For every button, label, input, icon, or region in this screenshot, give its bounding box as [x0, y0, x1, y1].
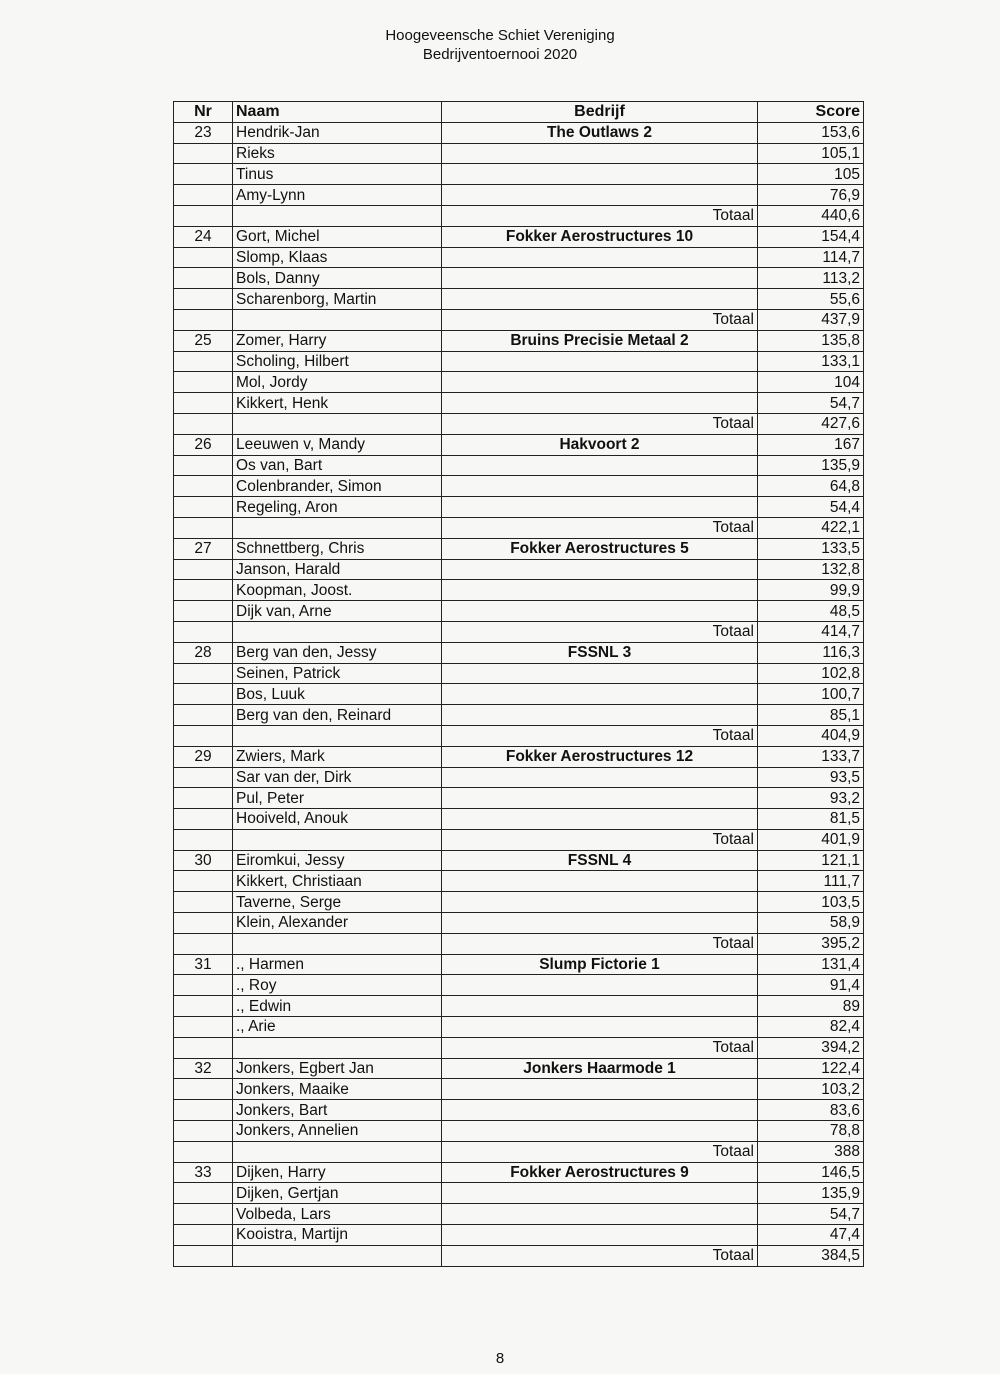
shooter-name: Hooiveld, Anouk — [233, 809, 442, 830]
shooter-score: 48,5 — [758, 601, 864, 622]
total-label: Totaal — [442, 205, 758, 226]
team-number — [174, 268, 233, 289]
team-number — [174, 393, 233, 414]
company-name — [442, 809, 758, 830]
shooter-score: 133,5 — [758, 538, 864, 559]
total-row — [174, 725, 864, 746]
shooter-score: 135,9 — [758, 455, 864, 476]
page-number: 8 — [495, 1350, 505, 1367]
table-row — [174, 393, 864, 414]
table-row — [174, 601, 864, 622]
shooter-name: Zwiers, Mark — [233, 746, 442, 767]
team-number — [174, 705, 233, 726]
shooter-name-empty — [233, 309, 442, 330]
shooter-name-empty — [233, 413, 442, 434]
shooter-score: 135,8 — [758, 330, 864, 351]
team-number-empty — [174, 621, 233, 642]
team-number-empty — [174, 933, 233, 954]
shooter-name: Taverne, Serge — [233, 892, 442, 913]
company-name — [442, 767, 758, 788]
team-number: 32 — [174, 1058, 233, 1079]
shooter-name: Slomp, Klaas — [233, 247, 442, 268]
shooter-name: ., Arie — [233, 1017, 442, 1038]
table-row — [174, 1183, 864, 1204]
team-number: 28 — [174, 642, 233, 663]
company-name — [442, 871, 758, 892]
table-row — [174, 663, 864, 684]
club-name: Hoogeveensche Schiet Vereniging — [385, 27, 615, 44]
shooter-score: 114,7 — [758, 247, 864, 268]
table-row — [174, 746, 864, 767]
shooter-name: Jonkers, Bart — [233, 1100, 442, 1121]
team-number — [174, 476, 233, 497]
table-row — [174, 705, 864, 726]
company-name — [442, 788, 758, 809]
column-header-bedrijf: Bedrijf — [442, 102, 758, 123]
shooter-name: Rieks — [233, 143, 442, 164]
shooter-score: 83,6 — [758, 1100, 864, 1121]
team-number — [174, 455, 233, 476]
team-number — [174, 1121, 233, 1142]
table-row — [174, 330, 864, 351]
shooter-name: Dijken, Gertjan — [233, 1183, 442, 1204]
company-name — [442, 663, 758, 684]
table-row — [174, 497, 864, 518]
total-row — [174, 621, 864, 642]
table-row — [174, 809, 864, 830]
team-number — [174, 580, 233, 601]
team-number — [174, 559, 233, 580]
shooter-score: 82,4 — [758, 1017, 864, 1038]
table-row — [174, 434, 864, 455]
team-number: 24 — [174, 226, 233, 247]
team-number: 33 — [174, 1162, 233, 1183]
shooter-name: ., Roy — [233, 975, 442, 996]
team-total-score: 440,6 — [758, 205, 864, 226]
team-total-score: 414,7 — [758, 621, 864, 642]
shooter-score: 55,6 — [758, 289, 864, 310]
company-name — [442, 497, 758, 518]
company-name: Fokker Aerostructures 10 — [442, 226, 758, 247]
shooter-score: 132,8 — [758, 559, 864, 580]
team-number-empty — [174, 1245, 233, 1266]
team-number — [174, 372, 233, 393]
shooter-name: Tinus — [233, 164, 442, 185]
team-number — [174, 892, 233, 913]
shooter-name: Amy-Lynn — [233, 185, 442, 206]
company-name — [442, 268, 758, 289]
company-name — [442, 1204, 758, 1225]
total-row — [174, 517, 864, 538]
total-label: Totaal — [442, 933, 758, 954]
total-row — [174, 1141, 864, 1162]
shooter-score: 85,1 — [758, 705, 864, 726]
team-number: 26 — [174, 434, 233, 455]
company-name — [442, 351, 758, 372]
company-name — [442, 892, 758, 913]
total-row — [174, 933, 864, 954]
shooter-score: 121,1 — [758, 850, 864, 871]
team-number — [174, 1017, 233, 1038]
company-name — [442, 455, 758, 476]
team-total-score: 427,6 — [758, 413, 864, 434]
team-number — [174, 1225, 233, 1246]
shooter-name: Leeuwen v, Mandy — [233, 434, 442, 455]
team-number — [174, 788, 233, 809]
company-name — [442, 1017, 758, 1038]
company-name — [442, 705, 758, 726]
shooter-name-empty — [233, 1245, 442, 1266]
team-total-score: 404,9 — [758, 725, 864, 746]
shooter-name-empty — [233, 1037, 442, 1058]
company-name: Fokker Aerostructures 12 — [442, 746, 758, 767]
team-total-score: 437,9 — [758, 309, 864, 330]
total-row — [174, 309, 864, 330]
team-total-score: 394,2 — [758, 1037, 864, 1058]
shooter-name: Bos, Luuk — [233, 684, 442, 705]
shooter-score: 91,4 — [758, 975, 864, 996]
table-row — [174, 351, 864, 372]
total-label: Totaal — [442, 1141, 758, 1162]
table-row — [174, 996, 864, 1017]
team-number — [174, 164, 233, 185]
company-name — [442, 1079, 758, 1100]
shooter-score: 78,8 — [758, 1121, 864, 1142]
table-row — [174, 122, 864, 143]
shooter-score: 54,7 — [758, 393, 864, 414]
total-row — [174, 413, 864, 434]
shooter-score: 105 — [758, 164, 864, 185]
shooter-name: Bols, Danny — [233, 268, 442, 289]
table-row — [174, 767, 864, 788]
shooter-name-empty — [233, 1141, 442, 1162]
table-row — [174, 268, 864, 289]
team-number: 27 — [174, 538, 233, 559]
results-table — [173, 101, 864, 1267]
company-name — [442, 559, 758, 580]
shooter-name: Os van, Bart — [233, 455, 442, 476]
team-number-empty — [174, 1037, 233, 1058]
total-label: Totaal — [442, 621, 758, 642]
shooter-name: Kooistra, Martijn — [233, 1225, 442, 1246]
shooter-score: 111,7 — [758, 871, 864, 892]
table-row — [174, 143, 864, 164]
table-row — [174, 538, 864, 559]
shooter-name-empty — [233, 933, 442, 954]
company-name: Hakvoort 2 — [442, 434, 758, 455]
shooter-score: 93,2 — [758, 788, 864, 809]
shooter-score: 47,4 — [758, 1225, 864, 1246]
shooter-score: 102,8 — [758, 663, 864, 684]
shooter-name: Hendrik-Jan — [233, 122, 442, 143]
company-name: The Outlaws 2 — [442, 122, 758, 143]
company-name — [442, 372, 758, 393]
company-name — [442, 289, 758, 310]
shooter-score: 64,8 — [758, 476, 864, 497]
shooter-name: Koopman, Joost. — [233, 580, 442, 601]
company-name — [442, 247, 758, 268]
table-row — [174, 372, 864, 393]
shooter-name: Jonkers, Annelien — [233, 1121, 442, 1142]
company-name: Fokker Aerostructures 5 — [442, 538, 758, 559]
team-number: 30 — [174, 850, 233, 871]
total-label: Totaal — [442, 1037, 758, 1058]
team-number — [174, 767, 233, 788]
total-label: Totaal — [442, 829, 758, 850]
table-row — [174, 642, 864, 663]
team-number: 23 — [174, 122, 233, 143]
team-number — [174, 497, 233, 518]
table-row — [174, 850, 864, 871]
team-number — [174, 289, 233, 310]
shooter-name: Kikkert, Henk — [233, 393, 442, 414]
shooter-score: 146,5 — [758, 1162, 864, 1183]
table-row — [174, 164, 864, 185]
table-row — [174, 892, 864, 913]
team-number — [174, 996, 233, 1017]
table-header-row — [174, 102, 864, 123]
total-label: Totaal — [442, 413, 758, 434]
company-name — [442, 975, 758, 996]
team-number — [174, 143, 233, 164]
team-total-score: 401,9 — [758, 829, 864, 850]
table-row — [174, 559, 864, 580]
shooter-name: Janson, Harald — [233, 559, 442, 580]
company-name — [442, 393, 758, 414]
table-row — [174, 871, 864, 892]
shooter-name: ., Edwin — [233, 996, 442, 1017]
company-name: Jonkers Haarmode 1 — [442, 1058, 758, 1079]
shooter-name: Dijken, Harry — [233, 1162, 442, 1183]
shooter-name: Volbeda, Lars — [233, 1204, 442, 1225]
total-label: Totaal — [442, 309, 758, 330]
column-header-naam: Naam — [233, 102, 442, 123]
table-row — [174, 226, 864, 247]
shooter-score: 105,1 — [758, 143, 864, 164]
company-name — [442, 684, 758, 705]
team-number-empty — [174, 829, 233, 850]
team-number-empty — [174, 725, 233, 746]
team-number — [174, 601, 233, 622]
company-name — [442, 601, 758, 622]
table-row — [174, 684, 864, 705]
shooter-score: 76,9 — [758, 185, 864, 206]
company-name — [442, 1100, 758, 1121]
shooter-name: Regeling, Aron — [233, 497, 442, 518]
shooter-score: 133,1 — [758, 351, 864, 372]
table-row — [174, 788, 864, 809]
company-name — [442, 164, 758, 185]
shooter-score: 54,7 — [758, 1204, 864, 1225]
shooter-name: Jonkers, Egbert Jan — [233, 1058, 442, 1079]
team-number — [174, 975, 233, 996]
team-number: 31 — [174, 954, 233, 975]
total-row — [174, 1245, 864, 1266]
document-header — [0, 26, 1000, 64]
company-name: FSSNL 4 — [442, 850, 758, 871]
table-row — [174, 1204, 864, 1225]
shooter-name: Schnettberg, Chris — [233, 538, 442, 559]
table-row — [174, 954, 864, 975]
company-name — [442, 913, 758, 934]
team-number — [174, 1100, 233, 1121]
team-number-empty — [174, 413, 233, 434]
shooter-name: Scharenborg, Martin — [233, 289, 442, 310]
shooter-name: Jonkers, Maaike — [233, 1079, 442, 1100]
shooter-score: 58,9 — [758, 913, 864, 934]
column-header-score: Score — [758, 102, 864, 123]
table-row — [174, 975, 864, 996]
shooter-name: Gort, Michel — [233, 226, 442, 247]
shooter-score: 99,9 — [758, 580, 864, 601]
shooter-score: 122,4 — [758, 1058, 864, 1079]
shooter-name-empty — [233, 205, 442, 226]
table-row — [174, 1162, 864, 1183]
company-name — [442, 185, 758, 206]
shooter-name: Seinen, Patrick — [233, 663, 442, 684]
total-label: Totaal — [442, 1245, 758, 1266]
column-header-nr: Nr — [174, 102, 233, 123]
shooter-score: 93,5 — [758, 767, 864, 788]
table-row — [174, 1100, 864, 1121]
table-row — [174, 185, 864, 206]
company-name: FSSNL 3 — [442, 642, 758, 663]
shooter-score: 103,5 — [758, 892, 864, 913]
shooter-name: Zomer, Harry — [233, 330, 442, 351]
company-name: Bruins Precisie Metaal 2 — [442, 330, 758, 351]
company-name: Slump Fictorie 1 — [442, 954, 758, 975]
team-number — [174, 663, 233, 684]
shooter-name-empty — [233, 829, 442, 850]
team-number — [174, 1079, 233, 1100]
shooter-score: 133,7 — [758, 746, 864, 767]
shooter-score: 135,9 — [758, 1183, 864, 1204]
shooter-name: Sar van der, Dirk — [233, 767, 442, 788]
table-row — [174, 455, 864, 476]
shooter-name: Eiromkui, Jessy — [233, 850, 442, 871]
shooter-name: Pul, Peter — [233, 788, 442, 809]
team-total-score: 422,1 — [758, 517, 864, 538]
shooter-score: 113,2 — [758, 268, 864, 289]
total-label: Totaal — [442, 517, 758, 538]
team-number — [174, 913, 233, 934]
shooter-score: 81,5 — [758, 809, 864, 830]
total-label: Totaal — [442, 725, 758, 746]
shooter-name: Berg van den, Reinard — [233, 705, 442, 726]
team-number — [174, 1204, 233, 1225]
shooter-score: 154,4 — [758, 226, 864, 247]
table-row — [174, 1121, 864, 1142]
shooter-name: Berg van den, Jessy — [233, 642, 442, 663]
company-name — [442, 476, 758, 497]
team-total-score: 384,5 — [758, 1245, 864, 1266]
shooter-score: 131,4 — [758, 954, 864, 975]
team-number — [174, 185, 233, 206]
shooter-name-empty — [233, 621, 442, 642]
shooter-name: Colenbrander, Simon — [233, 476, 442, 497]
team-number-empty — [174, 205, 233, 226]
shooter-name: Scholing, Hilbert — [233, 351, 442, 372]
company-name — [442, 143, 758, 164]
table-row — [174, 580, 864, 601]
shooter-name-empty — [233, 517, 442, 538]
shooter-name-empty — [233, 725, 442, 746]
table-row — [174, 913, 864, 934]
team-number-empty — [174, 517, 233, 538]
shooter-name: ., Harmen — [233, 954, 442, 975]
team-total-score: 388 — [758, 1141, 864, 1162]
table-row — [174, 476, 864, 497]
shooter-score: 54,4 — [758, 497, 864, 518]
team-number-empty — [174, 309, 233, 330]
table-row — [174, 1017, 864, 1038]
table-row — [174, 1079, 864, 1100]
company-name — [442, 580, 758, 601]
shooter-name: Kikkert, Christiaan — [233, 871, 442, 892]
team-number: 25 — [174, 330, 233, 351]
team-number — [174, 351, 233, 372]
team-number — [174, 247, 233, 268]
team-number — [174, 1183, 233, 1204]
tournament-title: Bedrijventoernooi 2020 — [422, 46, 578, 63]
shooter-score: 153,6 — [758, 122, 864, 143]
team-number: 29 — [174, 746, 233, 767]
shooter-name: Klein, Alexander — [233, 913, 442, 934]
table-body — [174, 122, 864, 1266]
company-name — [442, 1183, 758, 1204]
team-number — [174, 684, 233, 705]
team-total-score: 395,2 — [758, 933, 864, 954]
shooter-score: 104 — [758, 372, 864, 393]
company-name: Fokker Aerostructures 9 — [442, 1162, 758, 1183]
company-name — [442, 1225, 758, 1246]
company-name — [442, 1121, 758, 1142]
team-number — [174, 871, 233, 892]
shooter-score: 100,7 — [758, 684, 864, 705]
total-row — [174, 829, 864, 850]
table-row — [174, 247, 864, 268]
shooter-score: 103,2 — [758, 1079, 864, 1100]
total-row — [174, 1037, 864, 1058]
team-number — [174, 809, 233, 830]
table-row — [174, 289, 864, 310]
table-row — [174, 1058, 864, 1079]
shooter-name: Mol, Jordy — [233, 372, 442, 393]
shooter-name: Dijk van, Arne — [233, 601, 442, 622]
shooter-score: 89 — [758, 996, 864, 1017]
total-row — [174, 205, 864, 226]
shooter-score: 116,3 — [758, 642, 864, 663]
table-row — [174, 1225, 864, 1246]
shooter-score: 167 — [758, 434, 864, 455]
team-number-empty — [174, 1141, 233, 1162]
company-name — [442, 996, 758, 1017]
